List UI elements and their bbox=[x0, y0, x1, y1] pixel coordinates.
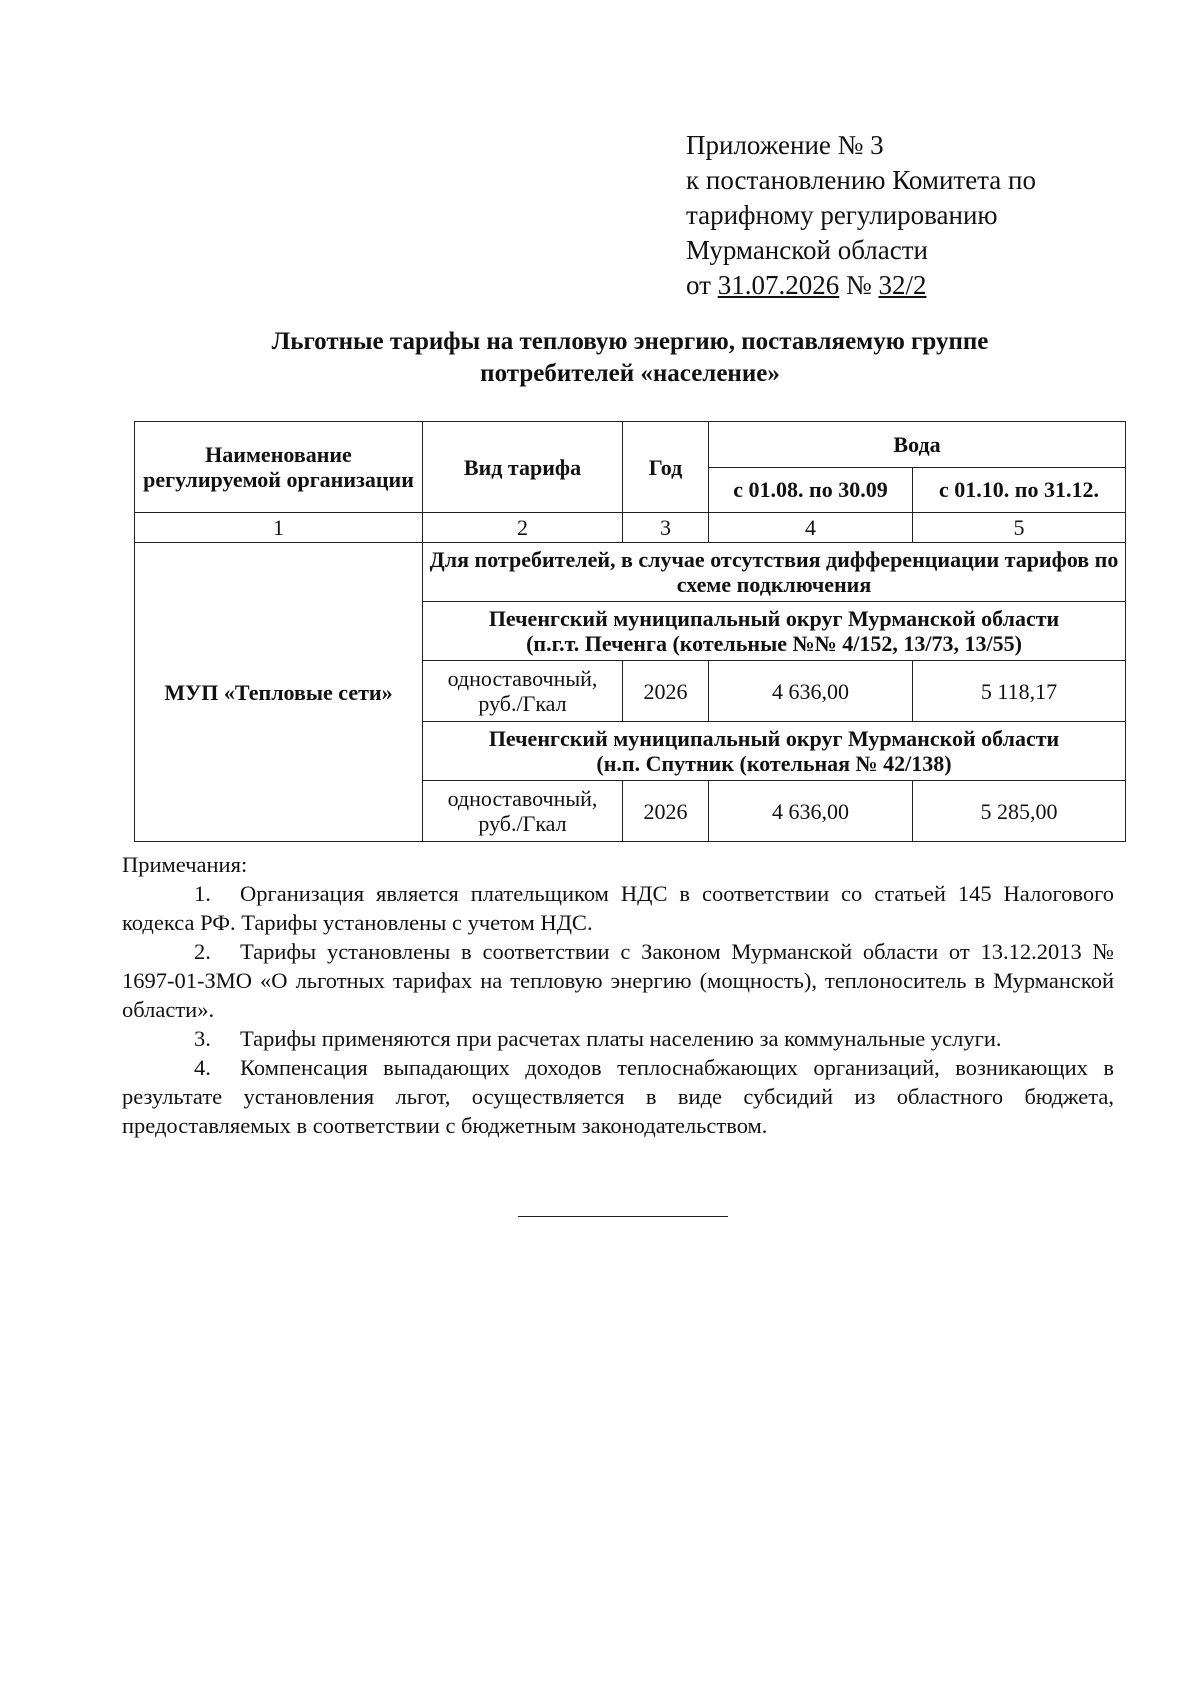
header-water: Вода bbox=[709, 422, 1126, 468]
period-2-value: 5 285,00 bbox=[913, 781, 1126, 842]
year-cell: 2026 bbox=[623, 781, 709, 842]
section-name-line-2: (п.г.т. Печенга (котельные №№ 4/152, 13/73, 13/55) bbox=[526, 631, 1022, 656]
appendix-line-4: Мурманской области bbox=[686, 235, 928, 265]
section-name-line-1: Печенгский муниципальный округ Мурманской области bbox=[488, 606, 1060, 631]
note-number: 3. bbox=[194, 1026, 211, 1051]
column-number-row bbox=[135, 513, 1126, 543]
header-org: Наименование регулируемой организации bbox=[135, 422, 423, 513]
col-number-3: 3 bbox=[623, 513, 709, 543]
tariff-type-cell: одноставочный, руб./Гкал bbox=[423, 781, 623, 842]
note-text: Тарифы применяются при расчетах платы населению за коммунальные услуги. bbox=[240, 1026, 1002, 1051]
group-note-row bbox=[135, 543, 1126, 602]
note-number: 2. bbox=[194, 939, 211, 964]
note-text: Тарифы установлены в соответствии с Законом Мурманской области от 13.12.2013 № 1697-01-ЗМО «О льготных тарифах на тепловую энергию (мощность), теплоноситель в Мурманской области». bbox=[122, 939, 1114, 1022]
note-item bbox=[122, 1053, 1114, 1140]
period-2-value: 5 118,17 bbox=[913, 661, 1126, 722]
tariff-table bbox=[134, 421, 1126, 842]
section-name bbox=[423, 602, 1126, 661]
note-text: Организация является плательщиком НДС в соответствии со статьей 145 Налогового кодекса РФ. Тарифы установлены с учетом НДС. bbox=[122, 881, 1114, 935]
section-name bbox=[423, 722, 1126, 781]
col-number-4: 4 bbox=[709, 513, 913, 543]
resolution-number: 32/2 bbox=[878, 270, 927, 300]
note-item bbox=[122, 1024, 1114, 1053]
section-name-line-2: (н.п. Спутник (котельная № 42/138) bbox=[596, 751, 952, 776]
col-number-2: 2 bbox=[423, 513, 623, 543]
note-item bbox=[122, 937, 1114, 1024]
col-number-5: 5 bbox=[913, 513, 1126, 543]
notes-heading: Примечания: bbox=[122, 852, 248, 877]
resolution-date: 31.07.2026 bbox=[717, 270, 840, 300]
year-cell: 2026 bbox=[623, 661, 709, 722]
col-number-1: 1 bbox=[135, 513, 423, 543]
header-period-2: с 01.10. по 31.12. bbox=[913, 467, 1126, 513]
appendix-block bbox=[686, 128, 1036, 303]
end-divider bbox=[518, 1216, 728, 1217]
date-prefix: от bbox=[686, 270, 718, 300]
appendix-date-line bbox=[686, 268, 1036, 303]
title-line-2: потребителей «население» bbox=[480, 360, 780, 387]
header-year: Год bbox=[623, 422, 709, 513]
header-tariff-type: Вид тарифа bbox=[423, 422, 623, 513]
header-period-1: с 01.08. по 30.09 bbox=[709, 467, 913, 513]
appendix-title: Приложение № 3 bbox=[686, 130, 884, 160]
header-row bbox=[135, 422, 1126, 468]
note-number: 1. bbox=[194, 881, 211, 906]
title-line-1: Льготные тарифы на тепловую энергию, поставляемую группе bbox=[271, 328, 989, 355]
note-item bbox=[122, 879, 1114, 937]
tariff-type-cell: одноставочный, руб./Гкал bbox=[423, 661, 623, 722]
document-title bbox=[160, 326, 1100, 390]
note-number: 4. bbox=[194, 1055, 211, 1080]
period-1-value: 4 636,00 bbox=[709, 781, 913, 842]
appendix-line-2: к постановлению Комитета по bbox=[686, 165, 1036, 195]
section-name-line-1: Печенгский муниципальный округ Мурманской области bbox=[488, 726, 1060, 751]
period-1-value: 4 636,00 bbox=[709, 661, 913, 722]
appendix-line-3: тарифному регулированию bbox=[686, 200, 998, 230]
organization-name: МУП «Тепловые сети» bbox=[135, 543, 423, 842]
notes-section bbox=[122, 850, 1114, 1140]
number-prefix: № bbox=[839, 270, 879, 300]
group-note: Для потребителей, в случае отсутствия дифференциации тарифов по схеме подключения bbox=[423, 543, 1126, 602]
note-text: Компенсация выпадающих доходов теплоснабжающих организаций, возникающих в результате установления льгот, осуществляется в виде субсидий из областного бюджета, предоставляемых в соответствии с бюджетным законодательством. bbox=[122, 1055, 1114, 1138]
